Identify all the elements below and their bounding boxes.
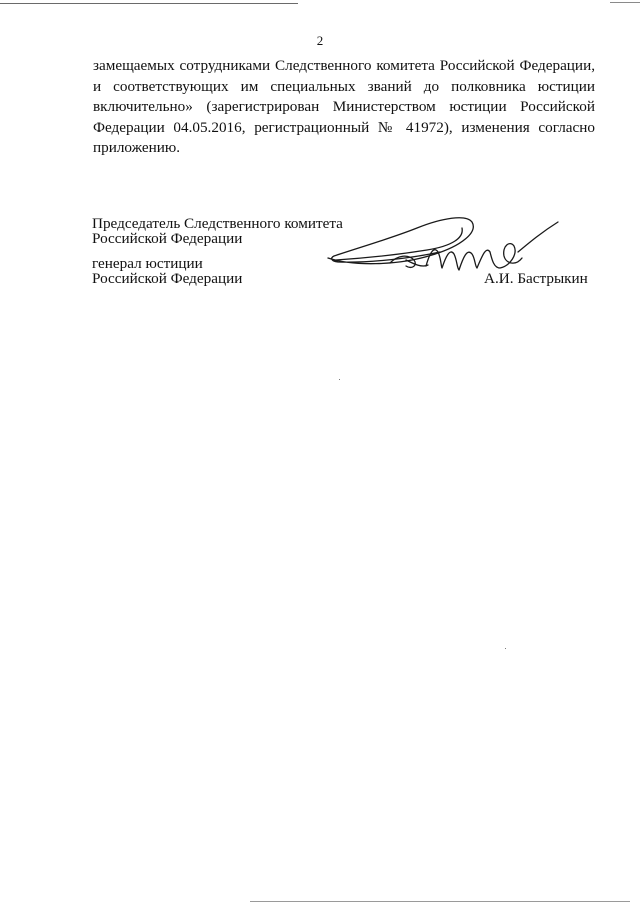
top-scan-edge-line	[0, 3, 298, 4]
signer-rank-line: Российской Федерации	[92, 270, 243, 287]
body-line: замещаемых сотрудниками Следственного комитета Российской Федерации,	[93, 57, 595, 74]
signer-rank-line: генерал юстиции	[92, 255, 203, 272]
scan-speck	[339, 379, 340, 380]
bottom-scan-edge-line	[250, 901, 630, 902]
body-line: приложению.	[93, 139, 181, 156]
body-line: Федерации 04.05.2016, регистрационный № 41972), изменения согласно	[93, 118, 595, 136]
body-paragraph	[93, 56, 595, 159]
signer-position-line: Председатель Следственного комитета	[92, 215, 343, 232]
signer-position-line: Российской Федерации	[92, 230, 243, 247]
page-number: 2	[316, 33, 324, 48]
signer-position	[92, 216, 343, 246]
top-right-scan-edge-line	[610, 2, 640, 3]
scan-speck	[505, 648, 506, 649]
body-line: и соответствующих им специальных званий до полковника юстиции	[93, 77, 595, 95]
signer-rank	[92, 256, 242, 286]
body-line: включительно» (зарегистрирован Министерством юстиции Российской	[93, 98, 595, 115]
signer-name: А.И. Бастрыкин	[484, 270, 588, 287]
